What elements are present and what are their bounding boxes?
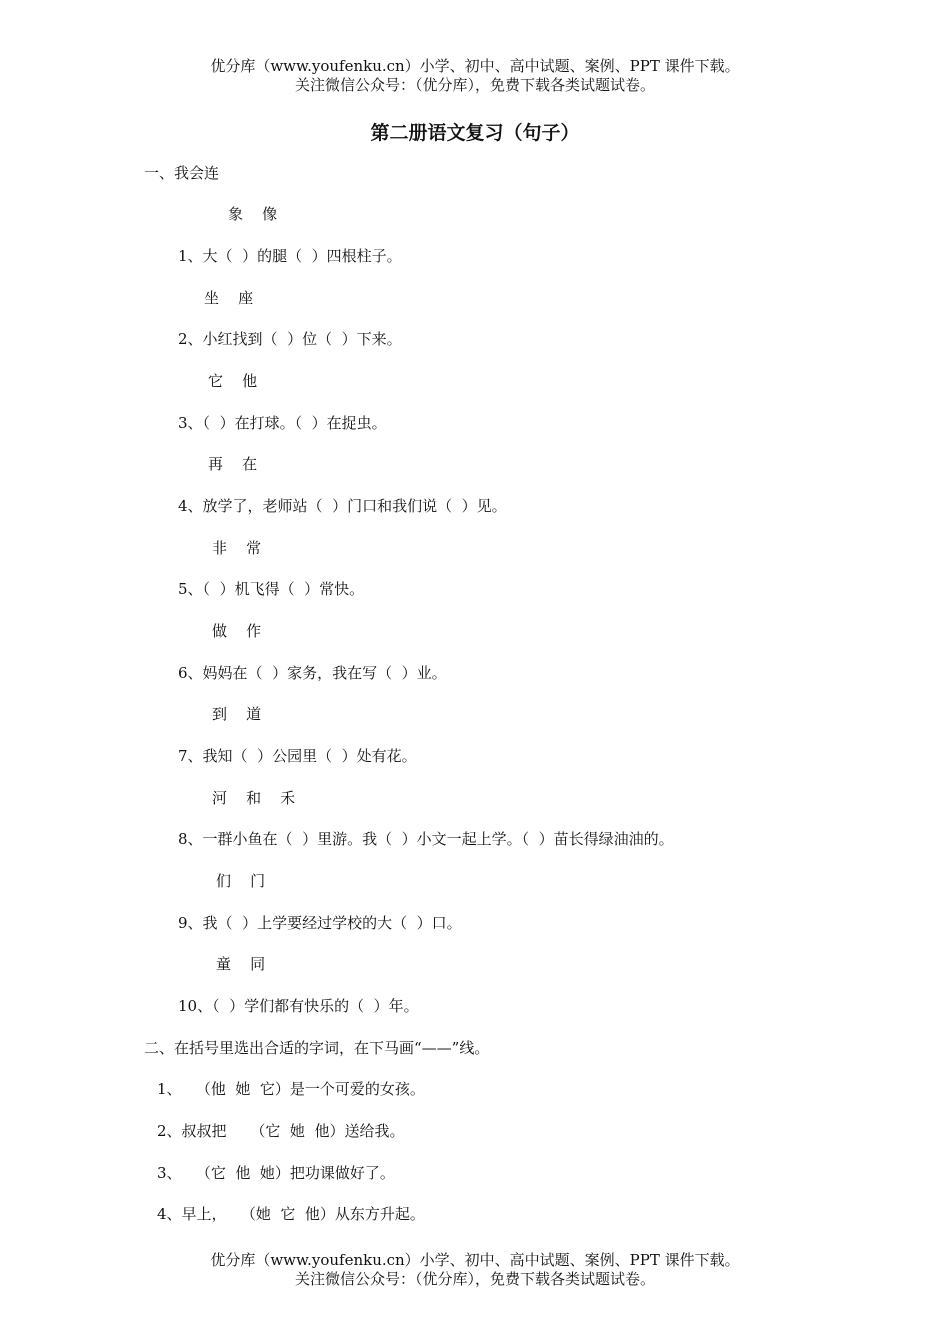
word-options-4: 再 在 bbox=[208, 455, 258, 473]
word-options-5: 非 常 bbox=[212, 539, 262, 557]
choice-sentence-4: 4、早上， （她 它 他）从东方升起。 bbox=[157, 1205, 425, 1223]
sentence-8: 8、一群小鱼在（ ）里游。我（ ）小文一起上学。（ ）苗长得绿油油的。 bbox=[178, 830, 674, 848]
word-options-1: 象 像 bbox=[228, 205, 278, 223]
choice-sentence-3: 3、 （它 他 她）把功课做好了。 bbox=[157, 1164, 395, 1182]
section-1-heading: 一、我会连 bbox=[144, 164, 220, 182]
footer-line-2: 关注微信公众号：（优分库），免费下载各类试题试卷。 bbox=[294, 1270, 655, 1288]
sentence-10: 10、（ ）学们都有快乐的（ ）年。 bbox=[178, 997, 419, 1015]
word-options-6: 做 作 bbox=[212, 622, 262, 640]
sentence-4: 4、放学了，老师站（ ）门口和我们说（ ）见。 bbox=[178, 497, 507, 515]
choice-sentence-2: 2、叔叔把 （它 她 他）送给我。 bbox=[157, 1122, 405, 1140]
sentence-7: 7、我知（ ）公园里（ ）处有花。 bbox=[178, 747, 417, 765]
word-options-3: 它 他 bbox=[208, 372, 258, 390]
sentence-6: 6、妈妈在（ ）家务，我在写（ ）业。 bbox=[178, 664, 447, 682]
sentence-9: 9、我（ ）上学要经过学校的大（ ）口。 bbox=[178, 914, 462, 932]
word-options-2: 坐 座 bbox=[204, 289, 254, 307]
header-line-2: 关注微信公众号：（优分库），免费下载各类试题试卷。 bbox=[294, 76, 655, 94]
choice-sentence-1: 1、 （他 她 它）是一个可爱的女孩。 bbox=[157, 1080, 425, 1098]
word-options-10: 童 同 bbox=[216, 955, 266, 973]
page-title: 第二册语文复习（句子） bbox=[370, 122, 580, 144]
sentence-2: 2、小红找到（ ）位（ ）下来。 bbox=[178, 330, 402, 348]
word-options-9: 们 门 bbox=[216, 872, 266, 890]
sentence-3: 3、（ ）在打球。（ ）在捉虫。 bbox=[178, 414, 387, 432]
sentence-1: 1、大（ ）的腿（ ）四根柱子。 bbox=[178, 247, 402, 265]
sentence-5: 5、（ ）机飞得（ ）常快。 bbox=[178, 580, 365, 598]
header-line-1: 优分库（www.youfenku.cn）小学、初中、高中试题、案例、PPT 课件下载。 bbox=[210, 57, 740, 75]
word-options-7: 到 道 bbox=[212, 705, 262, 723]
section-2-heading: 二、在括号里选出合适的字词，在下马画“——”线。 bbox=[144, 1039, 490, 1057]
word-options-8: 河 和 禾 bbox=[212, 789, 296, 807]
footer-line-1: 优分库（www.youfenku.cn）小学、初中、高中试题、案例、PPT 课件下载。 bbox=[210, 1251, 740, 1269]
